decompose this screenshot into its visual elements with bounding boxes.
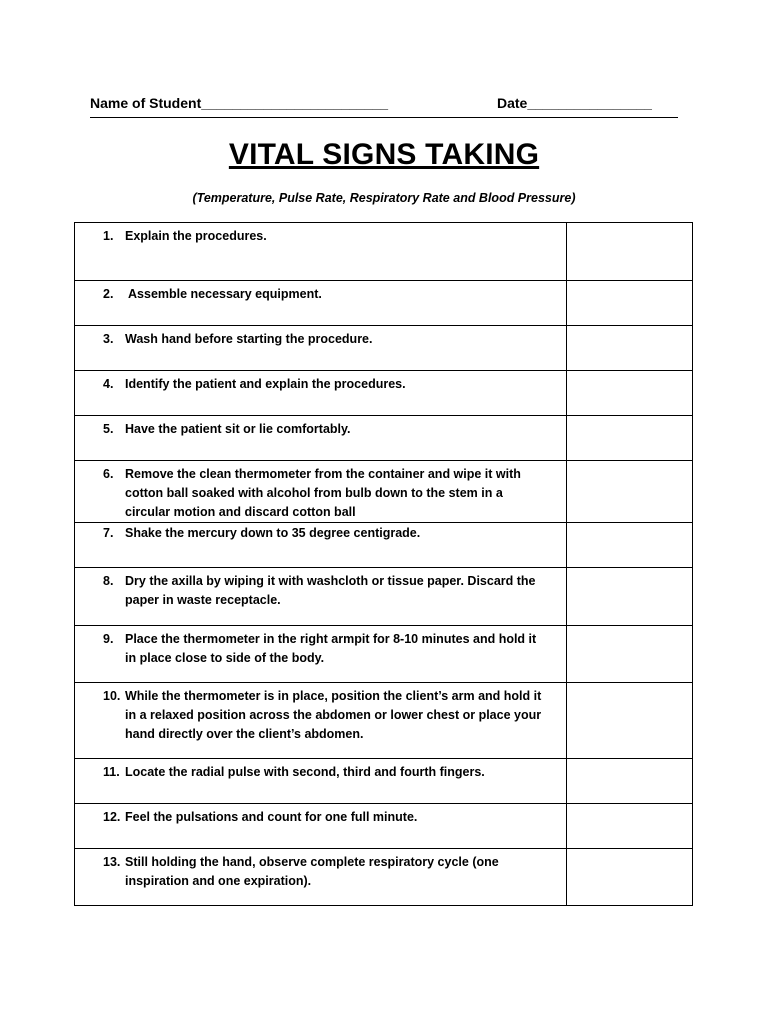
step-number: 9. <box>103 632 114 646</box>
checklist-row <box>75 626 693 683</box>
step-cell <box>75 683 567 759</box>
checklist-row <box>75 326 693 371</box>
check-cell[interactable] <box>567 626 693 683</box>
step-text: Identify the patient and explain the procedures. <box>125 377 406 391</box>
step-number: 5. <box>103 422 114 436</box>
page-title: VITAL SIGNS TAKING <box>228 138 540 171</box>
check-cell[interactable] <box>567 416 693 461</box>
checklist-row <box>75 759 693 804</box>
step-text: Assemble necessary equipment. <box>125 287 322 301</box>
student-name-label: Name of Student________________________ <box>90 95 389 111</box>
step-number: 2. <box>103 287 114 301</box>
check-cell[interactable] <box>567 523 693 568</box>
check-cell[interactable] <box>567 326 693 371</box>
step-text: Shake the mercury down to 35 degree centigrade. <box>125 526 421 540</box>
step-text: Explain the procedures. <box>125 229 267 243</box>
step-text: Place the thermometer in the right armpit for 8-10 minutes and hold it in place close to side of the body. <box>125 632 537 665</box>
step-cell <box>75 223 567 281</box>
step-number: 12. <box>103 810 121 824</box>
checklist-row <box>75 568 693 626</box>
step-text: Dry the axilla by wiping it with washcloth or tissue paper. Discard the paper in waste receptacle. <box>125 574 536 607</box>
check-cell[interactable] <box>567 804 693 849</box>
checklist-row <box>75 281 693 326</box>
checklist-row <box>75 523 693 568</box>
step-cell <box>75 461 567 523</box>
step-cell <box>75 759 567 804</box>
step-text: Feel the pulsations and count for one full minute. <box>125 810 418 824</box>
step-cell <box>75 326 567 371</box>
step-number: 7. <box>103 526 114 540</box>
page-subtitle: (Temperature, Pulse Rate, Respiratory Rate and Blood Pressure) <box>192 191 576 205</box>
checklist-row <box>75 683 693 759</box>
check-cell[interactable] <box>567 683 693 759</box>
step-number: 10. <box>103 689 121 703</box>
step-number: 13. <box>103 855 121 869</box>
check-cell[interactable] <box>567 371 693 416</box>
step-cell <box>75 568 567 626</box>
check-cell[interactable] <box>567 849 693 906</box>
student-header <box>90 95 678 118</box>
step-text: Still holding the hand, observe complete respiratory cycle (one inspiration and one expiration). <box>125 855 499 888</box>
checklist-row <box>75 849 693 906</box>
checklist-row <box>75 371 693 416</box>
step-number: 11. <box>103 765 120 779</box>
step-cell <box>75 416 567 461</box>
step-number: 4. <box>103 377 114 391</box>
procedure-checklist-table <box>74 222 693 906</box>
step-cell <box>75 626 567 683</box>
step-cell <box>75 281 567 326</box>
step-text: Locate the radial pulse with second, third and fourth fingers. <box>125 765 485 779</box>
checklist-row <box>75 223 693 281</box>
check-cell[interactable] <box>567 568 693 626</box>
step-cell <box>75 371 567 416</box>
checklist-row <box>75 416 693 461</box>
checklist-row <box>75 804 693 849</box>
checklist-row <box>75 461 693 523</box>
check-cell[interactable] <box>567 223 693 281</box>
step-number: 1. <box>103 229 114 243</box>
step-text: Remove the clean thermometer from the container and wipe it with cotton ball soaked with alcohol from bulb down to the stem in a circular motion and discard cotton ball <box>125 467 521 519</box>
step-cell <box>75 523 567 568</box>
date-label: Date________________ <box>497 95 652 111</box>
check-cell[interactable] <box>567 759 693 804</box>
step-text: Wash hand before starting the procedure. <box>125 332 373 346</box>
step-cell <box>75 849 567 906</box>
step-cell <box>75 804 567 849</box>
step-number: 6. <box>103 467 114 481</box>
step-text: While the thermometer is in place, position the client’s arm and hold it in a relaxed position across the abdomen or lower chest or place your hand directly over the client’s abdomen. <box>125 689 542 741</box>
step-number: 3. <box>103 332 114 346</box>
check-cell[interactable] <box>567 461 693 523</box>
check-cell[interactable] <box>567 281 693 326</box>
step-number: 8. <box>103 574 114 588</box>
step-text: Have the patient sit or lie comfortably. <box>125 422 351 436</box>
